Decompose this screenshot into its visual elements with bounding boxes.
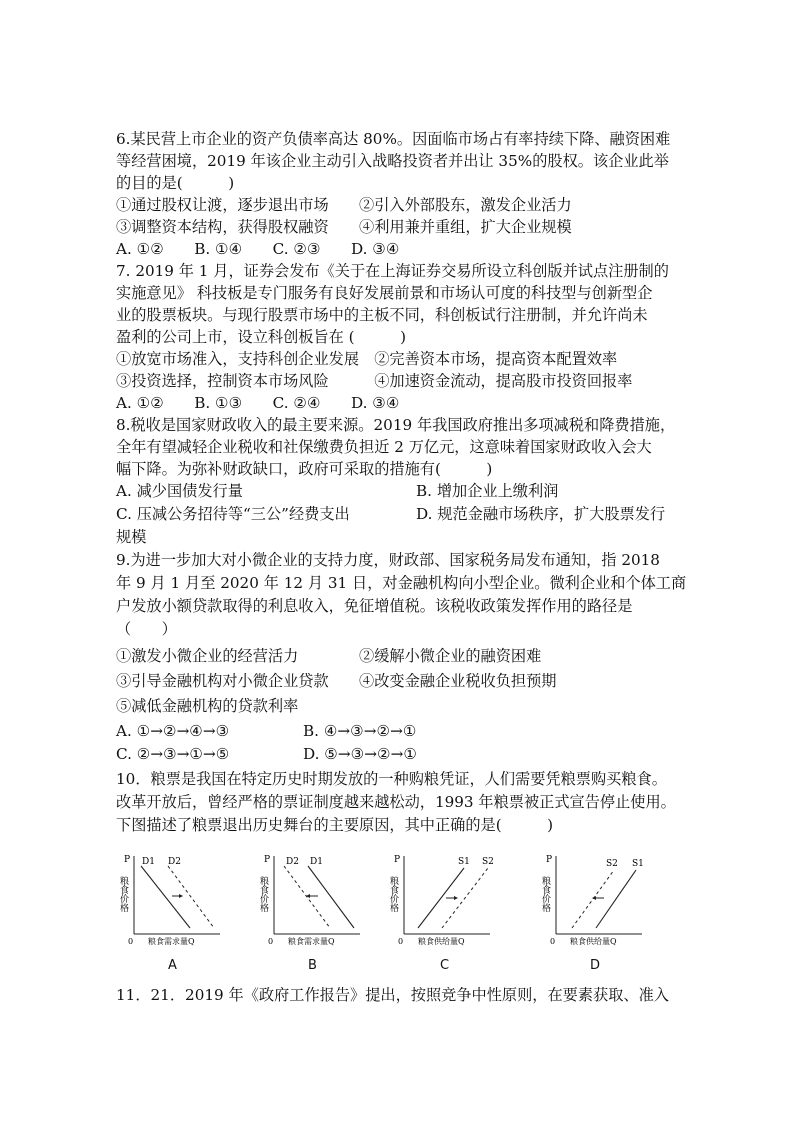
graph-c-p: P (394, 855, 401, 865)
graph-a-curve-solid (141, 866, 190, 928)
q7-stem-line1: 7. 2019 年 1 月，证券会发布《关于在上海证券交易所设立科创版并试点注册制的 (116, 262, 669, 280)
q9-option-line1: ①激发小微企业的经营活力 ②缓解小微企业的融资困难 (116, 647, 542, 665)
graph-d-curve-solid (596, 870, 636, 928)
q8-stem-line1: 8.税收是国家财政收入的最主要来源。2019 年我国政府推出多项减税和降费措施， (116, 416, 676, 434)
graph-a-svg (108, 852, 258, 957)
q10-stem-line2: 改革开放后，曾经严格的票证制度越来越松动，1993 年粮票被正式宣告停止使用。 (116, 793, 676, 811)
graph-b-svg (248, 852, 401, 957)
graph-b (248, 852, 401, 972)
q7-stem-line3: 业的股票板块。与现行股票市场中的主板不同，科创板试行注册制，并允许尚未 (116, 306, 648, 324)
q10-stem-line1: 10．粮票是我国在特定历史时期发放的一种购粮凭证，人们需要凭粮票购买粮食。 (116, 770, 667, 788)
graph-d-origin: 0 (550, 937, 556, 946)
q9-stem-line3: 户发放小额贷款取得的利息收入，免征增值税。该税收政策发挥作用的路径是 (116, 597, 633, 615)
q6-option-line2: ③调整资本结构，获得股权融资 ④利用兼并重组，扩大企业规模 (116, 218, 572, 236)
q9-choice-c: C. ②→③→①→⑤ (116, 745, 230, 763)
q7-choices: A. ①② B. ①③ C. ②④ D. ③④ (116, 394, 400, 412)
graph-b-label: B (308, 958, 317, 973)
q6-stem-line1: 6.某民营上市企业的资产负债率高达 80%。因面临市场占有率持续下降、融资困难 (116, 130, 671, 148)
graph-a-origin: 0 (128, 937, 134, 946)
q7-option-line2: ③投资选择，控制资本市场风险 ④加速资金流动，提高股市投资回报率 (116, 372, 633, 390)
graph-b-curve-solid (308, 866, 354, 928)
graph-a-label: A (168, 958, 177, 973)
graph-d-arrow (592, 896, 596, 900)
graph-a (108, 852, 258, 972)
q9-option-line3: ⑤减低金融机构的贷款利率 (116, 697, 299, 715)
q7-stem-line4: 盈利的公司上市，设立科创板旨在 ( ) (116, 328, 407, 346)
graph-b-p: P (264, 855, 271, 865)
graph-a-curve-dashed (168, 866, 214, 928)
q7-stem-line2: 实施意见》 科技板是专门服务有良好发展前景和市场认可度的科技型与创新型企 (116, 284, 653, 302)
q8-option-a: A. 减少国债发行量 (116, 482, 243, 500)
graph-c-label: C (440, 958, 450, 973)
q9-stem-line2: 年 9 月 1 月至 2020 年 12 月 31 日，对金融机构向小型企业。微利企业和个体工商 (116, 574, 687, 592)
graph-b-arrow (306, 894, 310, 898)
graph-b-xlabel: 粮食需求量Q (288, 937, 335, 946)
q9-stem-line1: 9.为进一步加大对小微企业的支持力度，财政部、国家税务局发布通知，指 2018 (116, 551, 660, 569)
graph-c (378, 852, 528, 972)
graph-d-label: D (590, 958, 601, 973)
q7-option-line1: ①放宽市场准入，支持科创企业发展 ②完善资本市场，提高资本配置效率 (116, 350, 618, 368)
graph-b-curve-dashed (284, 866, 330, 928)
q11-stem-line1: 11．21．2019 年《政府工作报告》提出，按照竞争中性原则，在要素获取、准入 (116, 986, 669, 1004)
q9-stem-line4: （ ） (116, 620, 177, 638)
graph-d-xlabel: 粮食供给量Q (570, 937, 617, 946)
q8-option-c: C. 压减公务招待等“三公”经费支出 (116, 505, 350, 523)
q8-option-b: B. 增加企业上缴利润 (416, 482, 559, 500)
graph-d (530, 852, 680, 972)
graph-a-curve1-label: D1 (142, 857, 155, 867)
q9-choice-d: D. ⑤→③→②→① (303, 745, 417, 763)
q8-stem-line2: 全年有望减轻企业税收和社保缴费负担近 2 万亿元，这意味着国家财政收入会大 (116, 438, 652, 456)
q9-choice-b: B. ④→③→②→① (303, 722, 417, 740)
q8-option-d-wrap: 规模 (116, 528, 147, 546)
graph-c-origin: 0 (398, 937, 404, 946)
graph-a-p: P (124, 855, 131, 865)
graph-c-curve2-label: S2 (482, 857, 494, 867)
graph-c-curve1-label: S1 (458, 857, 470, 867)
q10-stem-line3: 下图描述了粮票退出历史舞台的主要原因，其中正确的是( ) (116, 816, 554, 834)
graph-b-curve2-label: D2 (286, 857, 299, 867)
q9-option-line2: ③引导金融机构对小微企业贷款 ④改变金融企业税收负担预期 (116, 672, 557, 690)
q6-choices: A. ①② B. ①④ C. ②③ D. ③④ (116, 240, 400, 258)
graph-b-ylabel: 粮食价格 (258, 876, 268, 912)
graph-c-arrow (454, 896, 458, 900)
graph-a-curve2-label: D2 (168, 857, 181, 867)
graph-d-p: P (546, 855, 553, 865)
q8-stem-line3: 幅下降。为弥补财政缺口，政府可采取的措施有( ) (116, 460, 493, 478)
q9-choice-a: A. ①→②→④→③ (116, 722, 230, 740)
graph-d-curve-dashed (572, 870, 614, 928)
q6-option-line1: ①通过股权让渡，逐步退出市场 ②引入外部股东，激发企业活力 (116, 196, 572, 214)
graph-d-svg (530, 852, 680, 957)
graph-b-curve1-label: D1 (310, 857, 323, 867)
graph-d-curve2-label: S2 (606, 859, 618, 869)
q8-option-d: D. 规范金融市场秩序，扩大股票发行 (416, 505, 666, 523)
graph-c-svg (378, 852, 528, 957)
graph-c-xlabel: 粮食供给量Q (418, 937, 465, 946)
graph-a-ylabel: 粮食价格 (118, 876, 128, 912)
graph-a-xlabel: 粮食需求量Q (148, 937, 195, 946)
graph-a-arrow (179, 894, 183, 898)
q6-stem-line3: 的目的是( ) (116, 174, 235, 192)
graph-c-ylabel: 粮食价格 (388, 876, 398, 912)
graph-b-origin: 0 (268, 937, 274, 946)
q6-stem-line2: 等经营困境，2019 年该企业主动引入战略投资者并出让 35%的股权。该企业此举 (116, 152, 669, 170)
graph-d-curve1-label: S1 (632, 859, 644, 869)
graph-d-ylabel: 粮食价格 (540, 876, 550, 912)
